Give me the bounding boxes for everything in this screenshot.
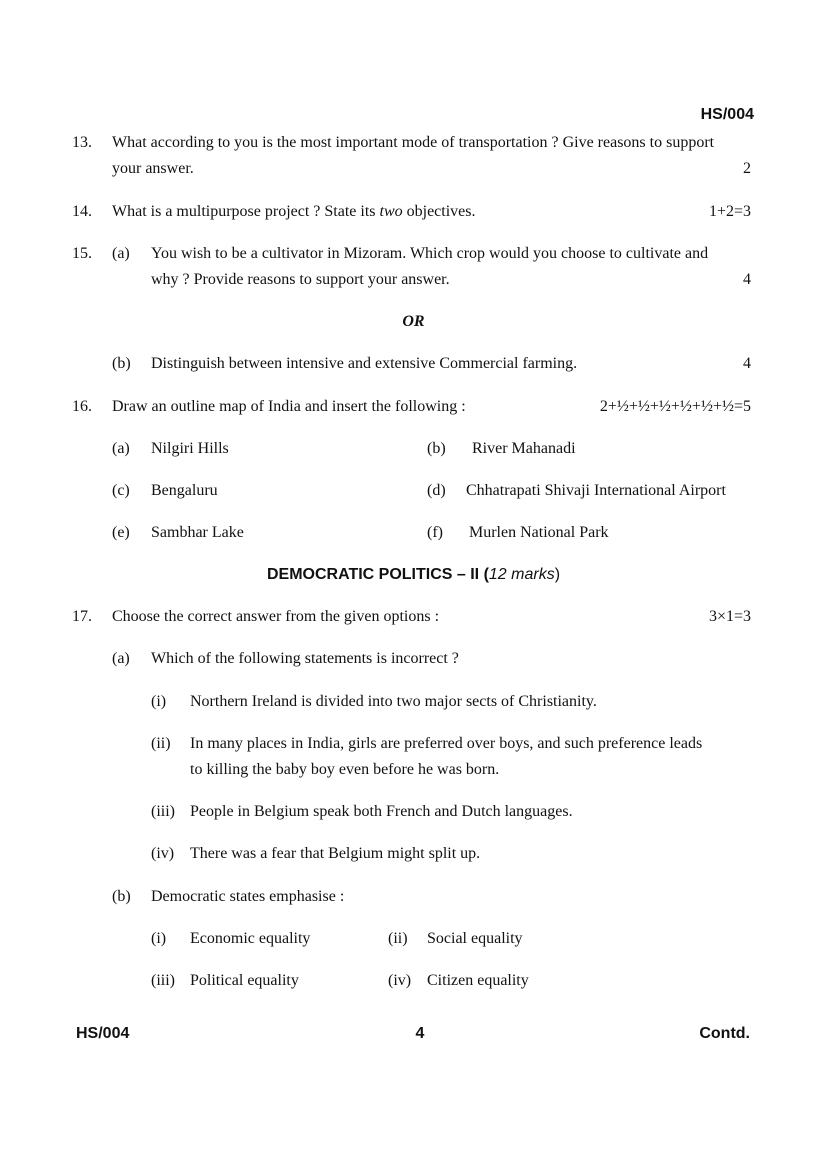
question-17-number: 17. xyxy=(72,608,92,625)
map-item-label: (b) xyxy=(427,440,446,457)
question-17b-label: (b) xyxy=(112,888,131,905)
question-17b-text: Democratic states emphasise : xyxy=(151,888,345,905)
option-label: (iii) xyxy=(151,803,175,820)
map-item-text: Sambhar Lake xyxy=(151,524,244,541)
question-17a-text: Which of the following statements is incorrect ? xyxy=(151,650,459,667)
section-marks: 12 marks xyxy=(488,566,555,583)
section-title: DEMOCRATIC POLITICS – II xyxy=(266,566,480,583)
option-text-line1: In many places in India, girls are preferred over boys, and such preference leads xyxy=(190,735,703,752)
question-16-number: 16. xyxy=(72,398,92,415)
option-label: (iii) xyxy=(151,972,175,989)
question-15b-text: Distinguish between intensive and extensive Commercial farming. xyxy=(151,355,578,372)
question-13-number: 13. xyxy=(72,134,92,151)
map-item-label: (d) xyxy=(427,482,446,499)
map-item-text: River Mahanadi xyxy=(472,440,576,457)
map-item-text: Murlen National Park xyxy=(469,524,609,541)
option-text: Political equality xyxy=(190,972,299,989)
question-15a-label: (a) xyxy=(112,245,130,262)
question-14-marks: 1+2=3 xyxy=(708,203,751,220)
question-13-text-line1: What according to you is the most important mode of transportation ? Give reasons to support xyxy=(112,134,715,151)
or-divider: OR xyxy=(402,313,425,330)
question-14-number: 14. xyxy=(72,203,92,220)
section-heading: DEMOCRATIC POLITICS – II (12 marks) xyxy=(266,566,561,583)
question-17a-label: (a) xyxy=(112,650,130,667)
question-15-number: 15. xyxy=(72,245,92,262)
map-item-label: (f) xyxy=(427,524,443,541)
question-16-marks: 2+½+½+½+½+½+½=5 xyxy=(599,398,751,415)
footer-code: HS/004 xyxy=(76,1025,130,1042)
question-15a-marks: 4 xyxy=(743,271,751,288)
option-label: (iv) xyxy=(151,845,175,862)
footer-contd: Contd. xyxy=(699,1025,750,1042)
question-13-marks: 2 xyxy=(743,160,751,177)
map-item-label: (a) xyxy=(112,440,130,457)
question-16-text: Draw an outline map of India and insert the following : xyxy=(112,398,466,415)
option-text-line2: to killing the baby boy even before he was born. xyxy=(190,761,500,778)
question-17-marks: 3×1=3 xyxy=(708,608,751,625)
question-13-text-line2: your answer. xyxy=(112,160,194,177)
question-15b-label: (b) xyxy=(112,355,131,372)
question-17-text: Choose the correct answer from the given options : xyxy=(112,608,440,625)
option-label: (i) xyxy=(151,693,167,710)
map-item-text: Nilgiri Hills xyxy=(151,440,229,457)
question-15b-marks: 4 xyxy=(743,355,751,372)
emphasis-two: two xyxy=(379,203,403,220)
question-14-text: What is a multipurpose project ? State its two objectives. xyxy=(112,203,476,220)
question-15a-text-line2: why ? Provide reasons to support your answer. xyxy=(151,271,450,288)
map-item-text: Bengaluru xyxy=(151,482,218,499)
map-item-label: (e) xyxy=(112,524,130,541)
option-text: There was a fear that Belgium might split up. xyxy=(190,845,481,862)
option-label: (iv) xyxy=(388,972,412,989)
option-text: Social equality xyxy=(427,930,523,947)
map-item-label: (c) xyxy=(112,482,130,499)
option-text: Northern Ireland is divided into two major sects of Christianity. xyxy=(190,693,597,710)
option-label: (ii) xyxy=(151,735,171,752)
header-code: HS/004 xyxy=(700,106,754,123)
option-label: (ii) xyxy=(388,930,408,947)
map-item-text: Chhatrapati Shivaji International Airport xyxy=(466,482,726,499)
option-text: Citizen equality xyxy=(427,972,529,989)
option-text: People in Belgium speak both French and Dutch languages. xyxy=(190,803,573,820)
page-number: 4 xyxy=(415,1025,425,1042)
option-label: (i) xyxy=(151,930,167,947)
option-text: Economic equality xyxy=(190,930,311,947)
question-15a-text-line1: You wish to be a cultivator in Mizoram. Which crop would you choose to cultivate and xyxy=(151,245,709,262)
